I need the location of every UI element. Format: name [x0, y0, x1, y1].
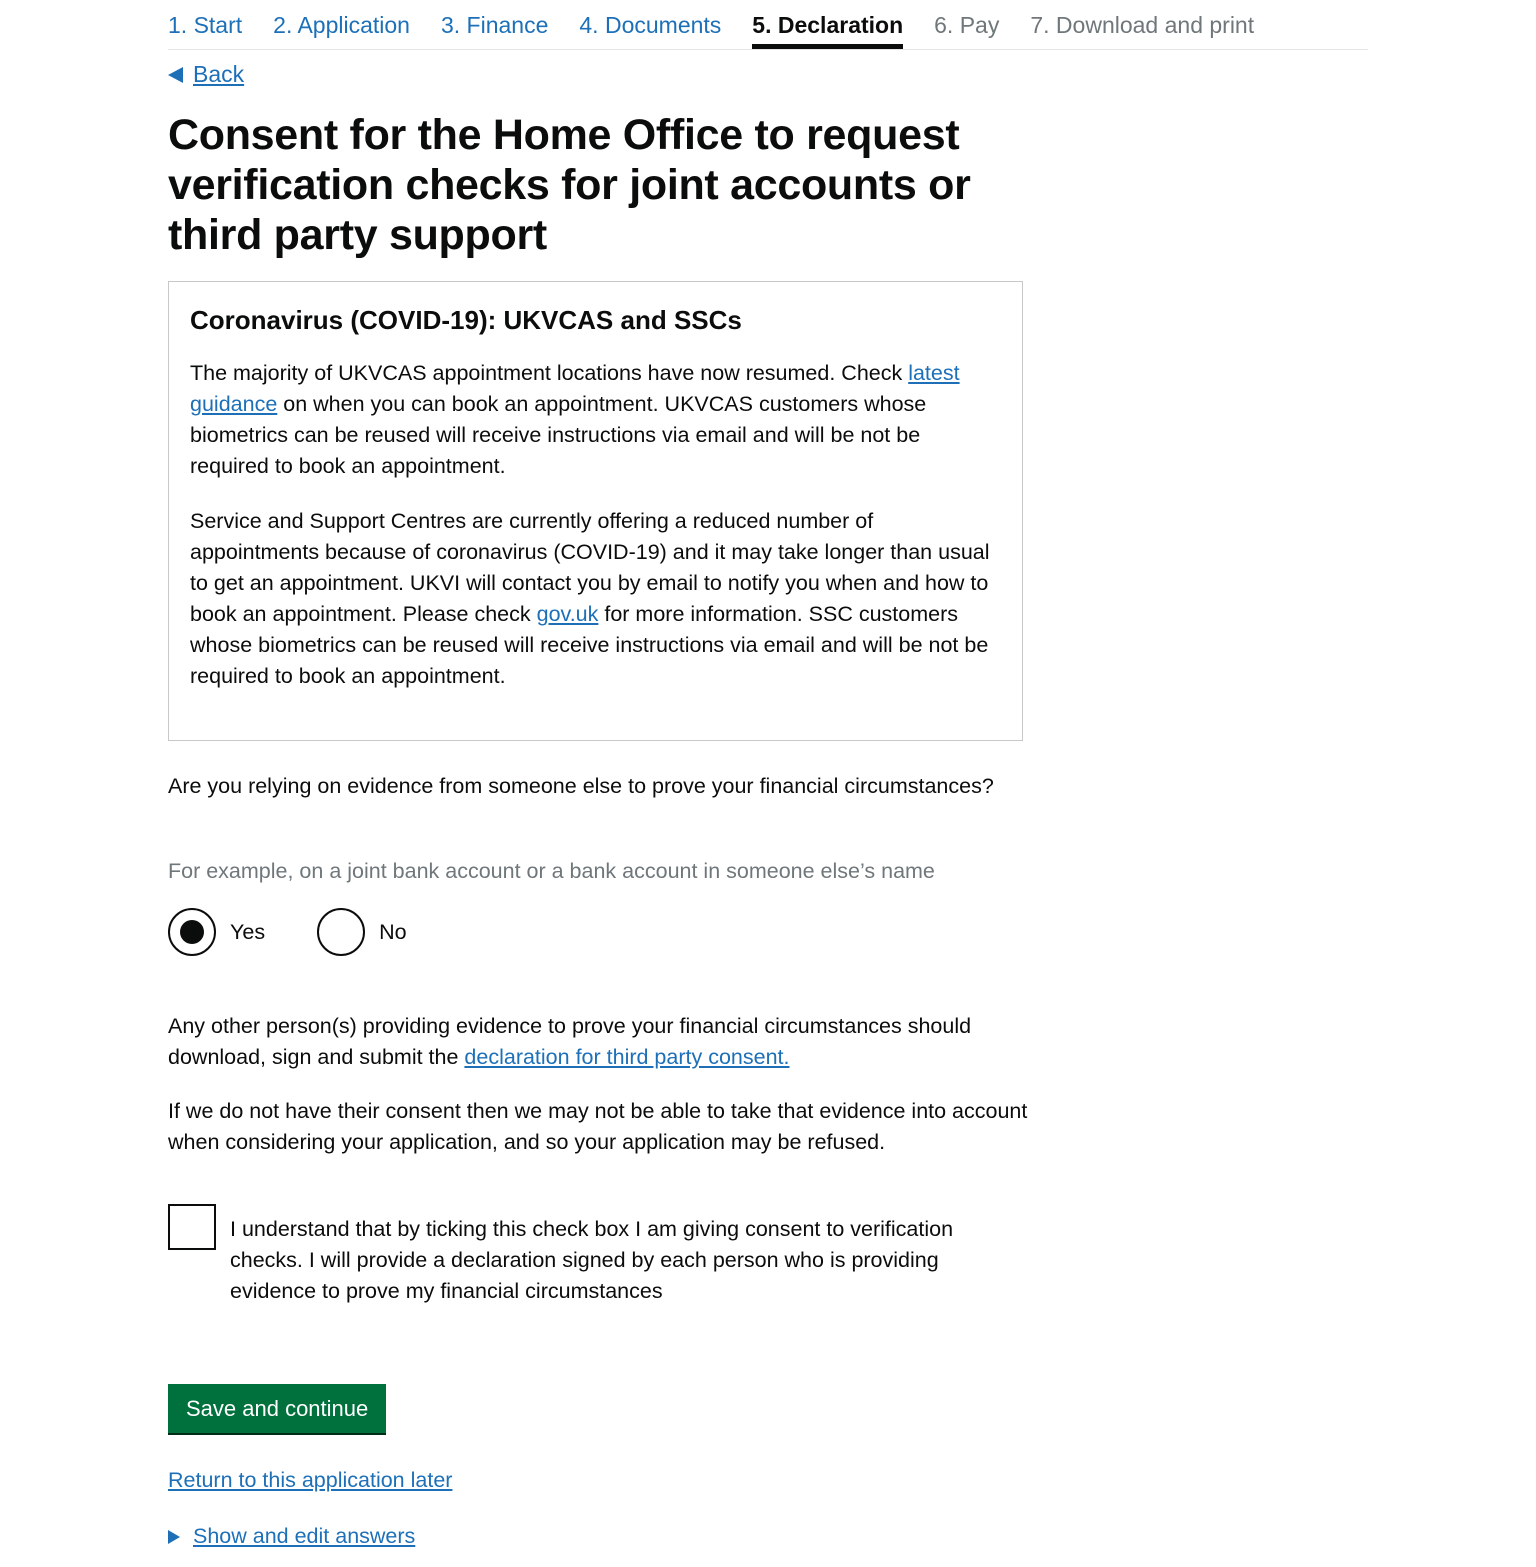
show-answers-link[interactable]: Show and edit answers	[193, 1524, 416, 1548]
save-and-continue-button[interactable]: Save and continue	[168, 1384, 386, 1433]
radio-yes[interactable]	[168, 908, 265, 956]
radio-no-input[interactable]	[317, 908, 365, 956]
step-pay: 6. Pay	[934, 12, 1000, 38]
back-link-label: Back	[193, 61, 245, 87]
third-party-info: Any other person(s) providing evidence to prove your financial circumstances should download, sign and submit the declaration for third party consent.	[168, 1014, 972, 1069]
page-title: Consent for the Home Office to request verification checks for joint accounts or third party support	[168, 111, 971, 259]
radio-yes-input[interactable]	[168, 908, 216, 956]
back-arrow-icon	[168, 67, 183, 83]
back-link[interactable]	[168, 61, 244, 88]
return-later-link[interactable]: Return to this application later	[168, 1468, 453, 1492]
show-answers-toggle[interactable]	[168, 1524, 415, 1549]
step-declaration: 5. Declaration	[752, 0, 903, 49]
latest-guidance-link[interactable]: latest guidance	[190, 361, 960, 416]
notice-heading: Coronavirus (COVID-19): UKVCAS and SSCs	[190, 305, 742, 335]
consent-warning: If we do not have their consent then we may not be able to take that evidence into account when considering your application, and so your application may be refused.	[168, 1099, 1028, 1154]
step-finance[interactable]: 3. Finance	[440, 12, 549, 38]
radio-yes-label[interactable]: Yes	[230, 919, 266, 944]
covid-notice-panel	[168, 281, 1023, 741]
caret-right-icon	[168, 1530, 180, 1544]
step-documents[interactable]: 4. Documents	[579, 12, 722, 38]
notice-paragraph-1: The majority of UKVCAS appointment locations have now resumed. Check latest guidance on when you can book an appointment. UKVCAS customers whose biometrics can be reused will receive instructions via email and will be not be required to book an appointment.	[190, 361, 960, 478]
gov-uk-link[interactable]: gov.uk	[536, 602, 599, 626]
step-application[interactable]: 2. Application	[273, 12, 410, 38]
step-start[interactable]: 1. Start	[168, 12, 243, 38]
question-label: Are you relying on evidence from someone else to prove your financial circumstances?	[168, 774, 994, 798]
consent-checkbox[interactable]	[168, 1204, 216, 1250]
page	[168, 0, 1368, 1548]
radio-no-label[interactable]: No	[379, 919, 407, 944]
step-navigation	[168, 0, 1368, 50]
consent-checkbox-label[interactable]: I understand that by ticking this check box I am giving consent to verification checks. I will provide a declaration signed by each person who is providing evidence to prove my financial circumstances	[230, 1217, 954, 1303]
consent-checkbox-group[interactable]	[168, 1204, 990, 1307]
question-hint: For example, on a joint bank account or a bank account in someone else’s name	[168, 859, 935, 883]
radio-no[interactable]	[317, 908, 406, 956]
third-party-consent-link[interactable]: declaration for third party consent.	[464, 1045, 790, 1069]
notice-paragraph-2: Service and Support Centres are currently offering a reduced number of appointments because of coronavirus (COVID-19) and it may take longer than usual to get an appointment. UKVI will contact you by email to notify you when and how to book an appointment. Please check gov.uk for more information. SSC customers whose biometrics can be reused will receive instructions via email and will be not be required to book an appointment.	[190, 509, 990, 688]
relying-on-evidence-radios	[168, 908, 459, 956]
step-download-and-print: 7. Download and print	[1030, 12, 1255, 38]
